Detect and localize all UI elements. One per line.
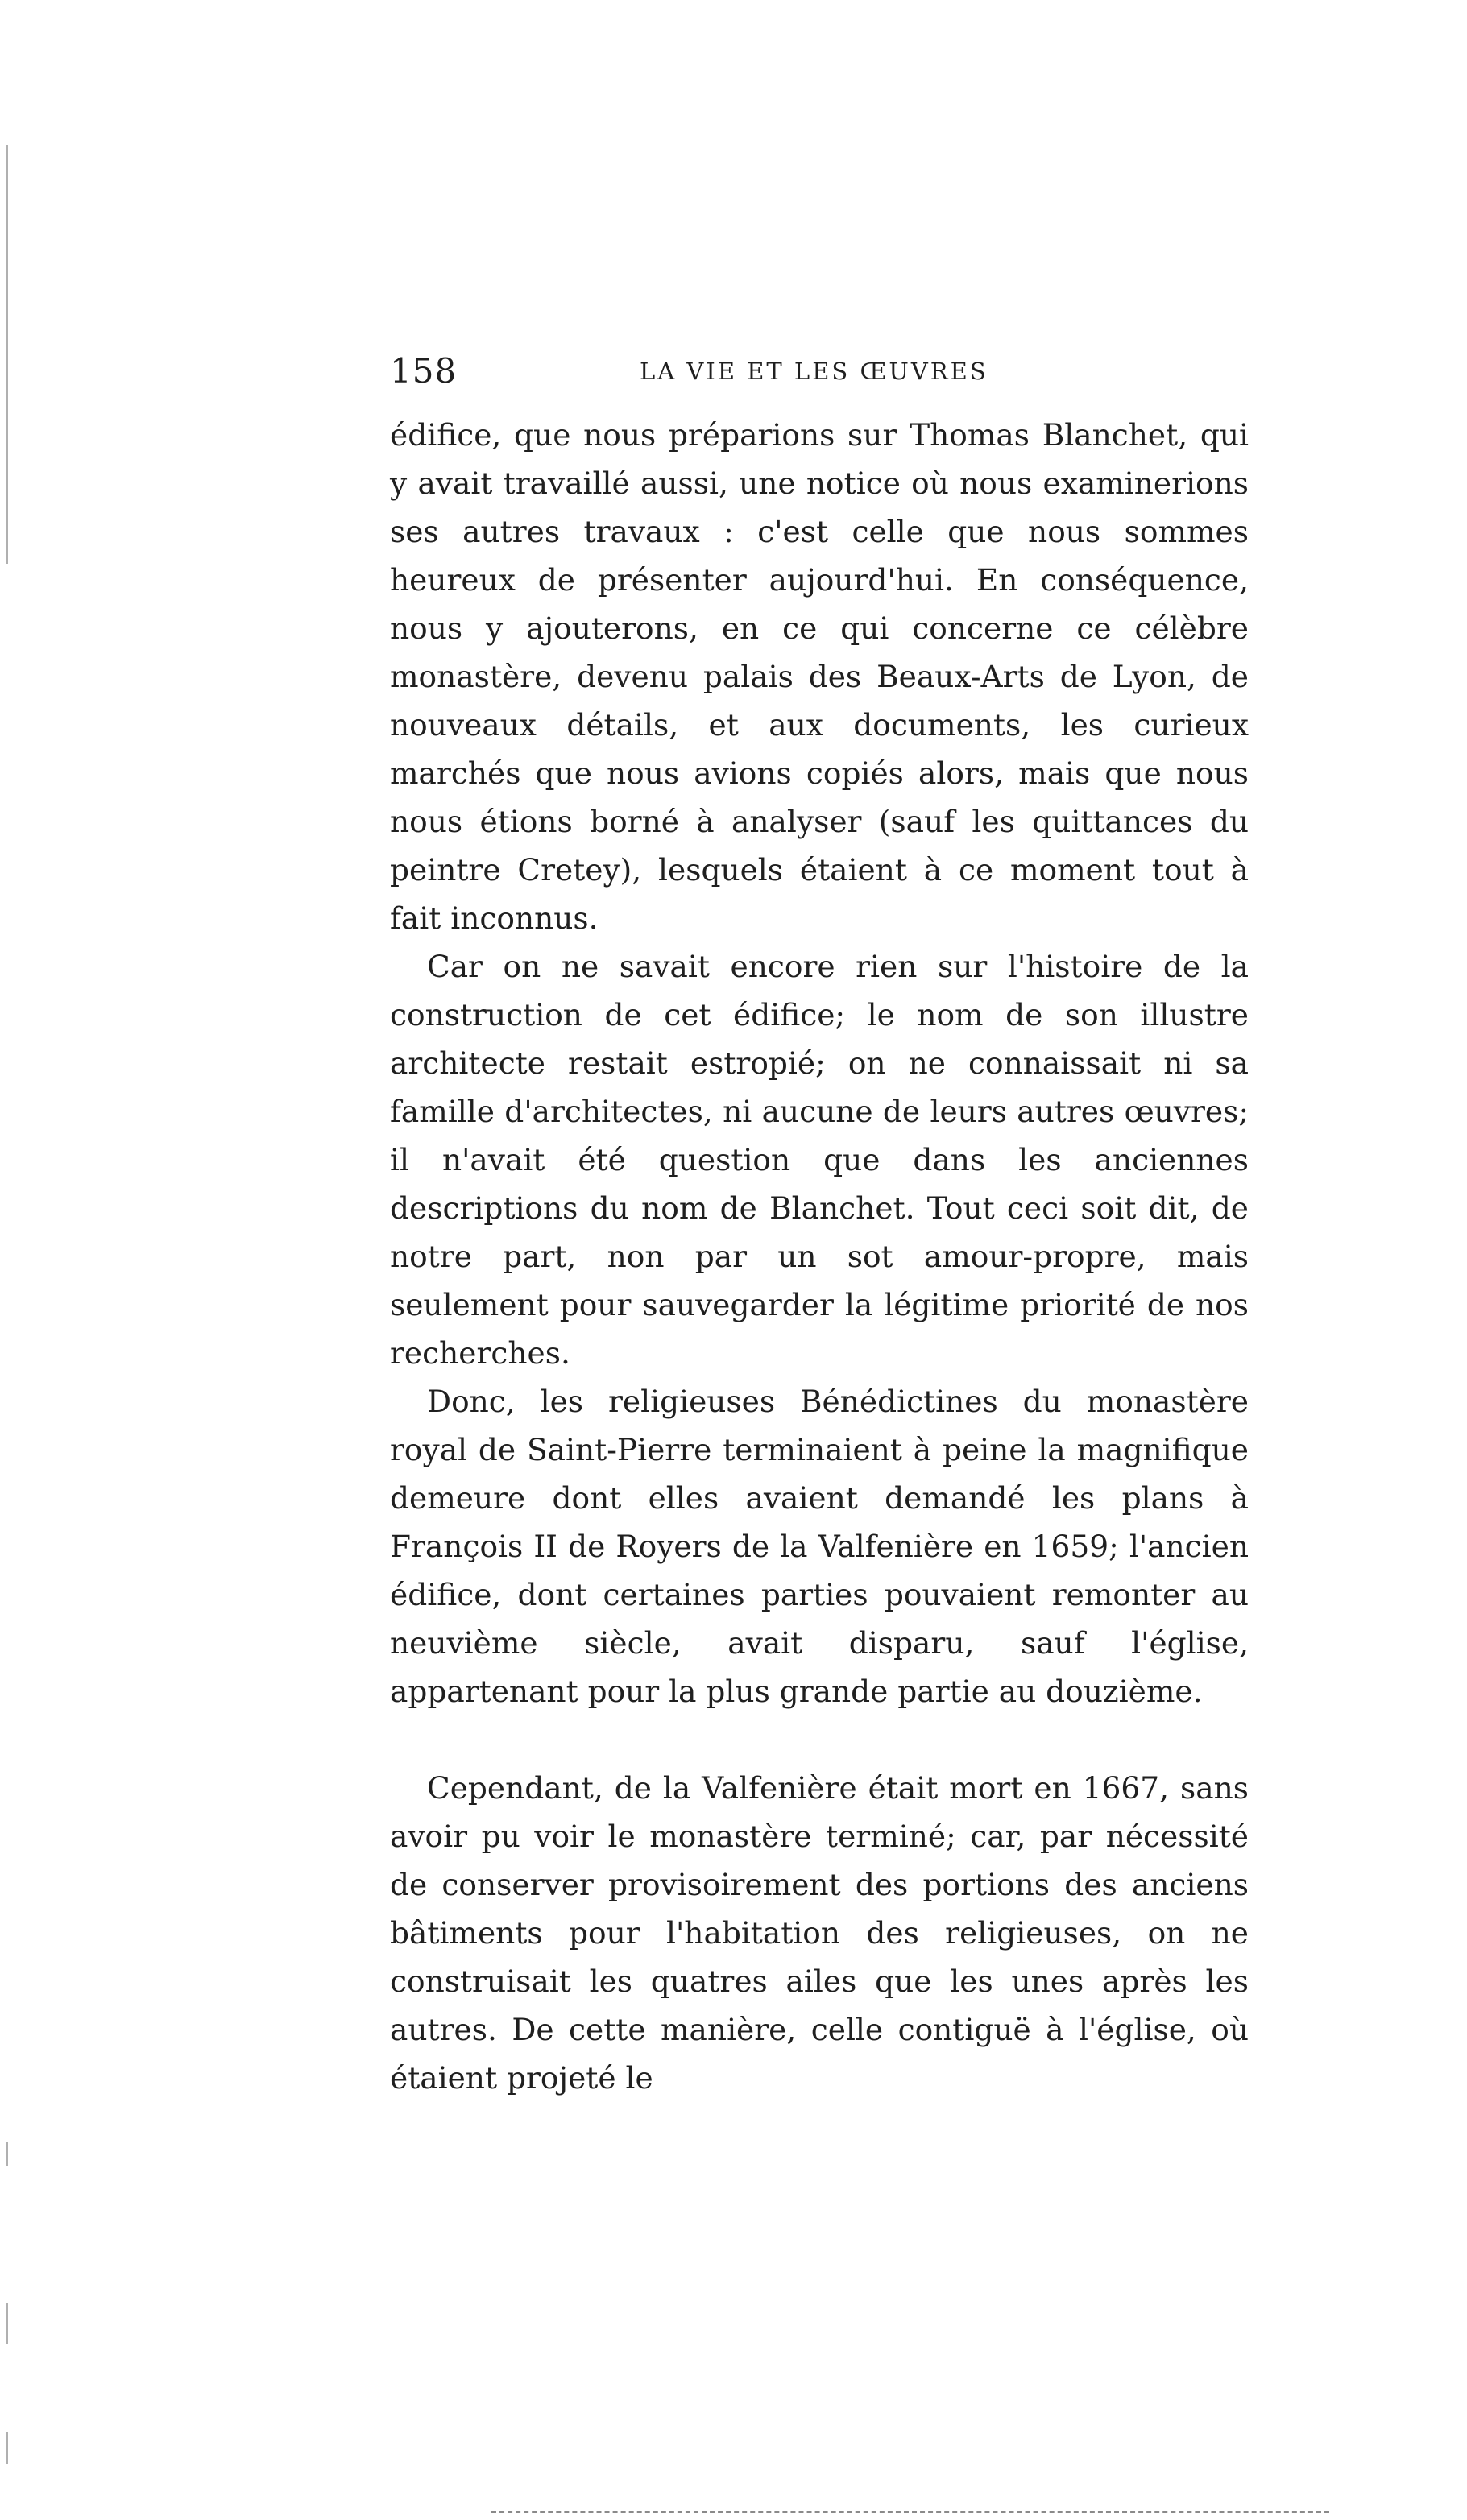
paragraph-2: Car on ne savait encore rien sur l'histoire de la construction de cet édifice; le nom de son illustre architecte restait estropié; on ne connaissait ni sa famille d'architectes, ni aucune de leurs autres œuvres; il n'avait été question que dans les anciennes descriptions du nom de Blanchet. Tout ceci soit dit, de notre part, non par un sot amour-propre, mais seulement pour sauvegarder la légitime priorité de nos recherches. (390, 949, 1249, 1371)
page-bottom-rule (491, 2511, 1329, 2513)
scan-margin-mark (6, 2432, 8, 2464)
paragraph-1: édifice, que nous préparions sur Thomas Blanchet, qui y avait travaillé aussi, une notice où nous examinerions ses autres travaux : c'est celle que nous sommes heureux de présenter aujourd'hui. En conséquence, nous y ajouterons, en ce qui concerne ce célèbre monastère, devenu palais des Beaux-Arts de Lyon, de nouveaux détails, et aux documents, les curieux marchés que nous avions copiés alors, mais que nous nous étions borné à analyser (sauf les quittances du peintre Cretey), lesquels étaient à ce moment tout à fait inconnus. (390, 417, 1249, 936)
page-header (390, 351, 1249, 399)
scan-margin-mark (6, 2142, 8, 2166)
body-text (390, 411, 1249, 2102)
running-head: LA VIE ET LES ŒUVRES (640, 358, 988, 385)
scan-margin-mark (6, 2303, 8, 2344)
paragraph-4: Cependant, de la Valfenière était mort en 1667, sans avoir pu voir le monastère terminé; car, par nécessité de conserver provisoirement des portions des anciens bâtiments pour l'habitation des religieuses, on ne construisait les quatres ailes que les unes après les autres. De cette manière, celle contiguë à l'église, où étaient projeté le (390, 1770, 1249, 2096)
paragraph-3: Donc, les religieuses Bénédictines du monastère royal de Saint-Pierre terminaient à peine la magnifique demeure dont elles avaient demandé les plans à François II de Royers de la Valfenière en 1659; l'ancien édifice, dont certaines parties pouvaient remonter au neuvième siècle, avait disparu, sauf l'église, appartenant pour la plus grande partie au douzième. (390, 1384, 1249, 1709)
page-number: 158 (390, 351, 458, 391)
scan-margin-mark (6, 145, 8, 564)
